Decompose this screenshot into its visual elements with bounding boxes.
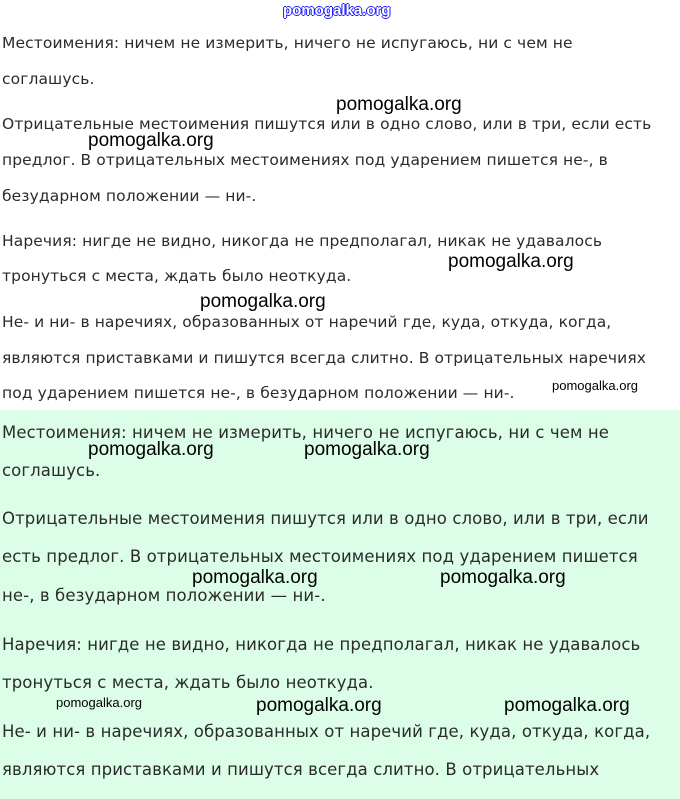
text-line: не-, в безударном положении — ни-. <box>2 586 326 605</box>
watermark: pomogalka.org <box>88 130 214 151</box>
watermark: pomogalka.org <box>440 567 566 588</box>
text-line: Наречия: нигде не видно, никогда не предполагал, никак не удавалось <box>2 635 641 654</box>
watermark: pomogalka.org <box>192 567 318 588</box>
text-line: тронуться с места, ждать было неоткуда. <box>2 673 374 692</box>
top-watermark: pomogalka.org <box>283 2 391 19</box>
text-line: Местоимения: ничем не измерить, ничего не испугаюсь, ни с чем не <box>2 423 610 442</box>
text-line: безударном положении — ни-. <box>2 187 257 205</box>
text-line: Не- и ни- в наречиях, образованных от наречий где, куда, откуда, когда, <box>2 722 651 741</box>
watermark: pomogalka.org <box>336 94 462 115</box>
text-line: Отрицательные местоимения пишутся или в одно слово, или в три, если есть <box>2 115 652 133</box>
watermark: pomogalka.org <box>88 439 214 460</box>
text-line: Отрицательные местоимения пишутся или в одно слово, или в три, если <box>2 509 649 528</box>
text-line: являются приставками и пишутся всегда слитно. В отрицательных <box>2 760 600 779</box>
watermark: pomogalka.org <box>200 291 326 312</box>
text-line: тронуться с места, ждать было неоткуда. <box>2 267 352 285</box>
watermark: pomogalka.org <box>552 378 638 393</box>
watermark: pomogalka.org <box>56 695 142 710</box>
watermark: pomogalka.org <box>256 695 382 716</box>
text-line: под ударением пишется не-, в безударном положении — ни-. <box>2 384 515 402</box>
text-line: соглашусь. <box>2 461 101 480</box>
watermark: pomogalka.org <box>448 251 574 272</box>
text-line: являются приставками и пишутся всегда слитно. В отрицательных наречиях <box>2 349 647 367</box>
text-line: соглашусь. <box>2 70 95 88</box>
text-line: Местоимения: ничем не измерить, ничего не испугаюсь, ни с чем не <box>2 34 573 52</box>
text-line: предлог. В отрицательных местоимениях под ударением пишется не-, в <box>2 151 608 169</box>
text-line: Наречия: нигде не видно, никогда не предполагал, никак не удавалось <box>2 232 603 250</box>
watermark: pomogalka.org <box>304 439 430 460</box>
text-line: есть предлог. В отрицательных местоимениях под ударением пишется <box>2 547 638 566</box>
watermark: pomogalka.org <box>504 695 630 716</box>
text-line: Не- и ни- в наречиях, образованных от наречий где, куда, откуда, когда, <box>2 313 612 331</box>
